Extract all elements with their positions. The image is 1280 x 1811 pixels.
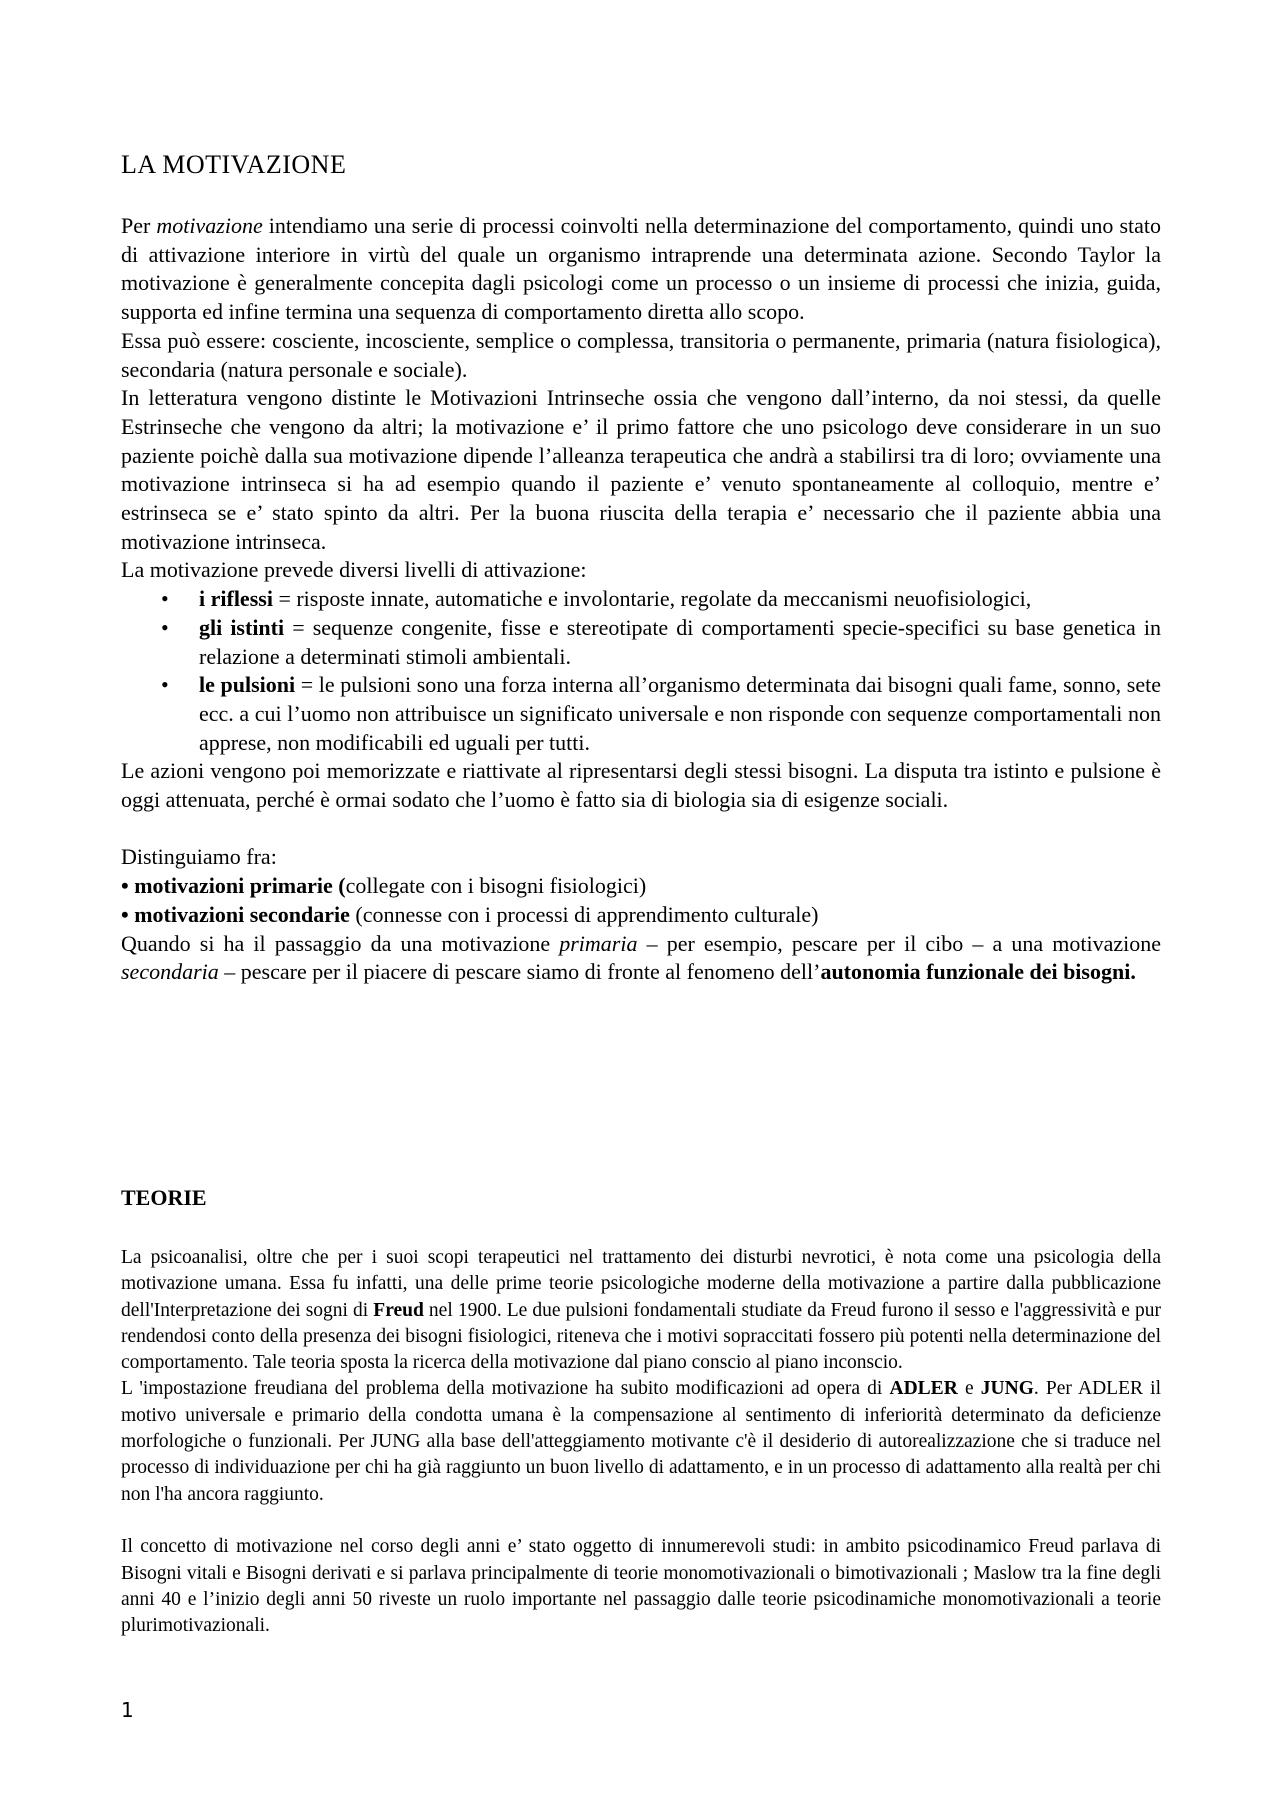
emphasis-primaria: primaria [559, 930, 638, 956]
bold-freud: Freud [373, 1299, 424, 1321]
primary-motivations [121, 872, 1161, 901]
text-run: La psicoanalisi, oltre che per i suoi scopi terapeutici nel trattamento dei disturbi nevrotici, è nota come una psicologia della motivazione umana. Essa fu infatti, una delle prime teorie psicologiche moderne della motivazione a partire dalla pubblicazione dell'Interpretazione dei sogni di [121, 1247, 1161, 1321]
emphasis-secondaria: secondaria [121, 959, 219, 985]
page-number: 1 [121, 1698, 134, 1722]
secondary-motivations [121, 901, 1161, 930]
bullet-icon: • [161, 672, 169, 698]
text-run: Quando si ha il passaggio da una motivazione [121, 930, 560, 956]
bold-jung: JUNG [980, 1378, 1034, 1400]
text-run: – pescare per il piacere di pescare siamo di fronte al fenomeno dell’ [218, 959, 821, 985]
distinguish-intro: Distinguiamo fra: [121, 844, 277, 870]
paragraph-adler-jung [121, 1376, 1161, 1507]
bullet-icon: • [161, 614, 169, 640]
secondary-term: motivazioni secondarie [134, 901, 350, 927]
text-run: . Per ADLER il motivo universale e primario della condotta umana è la compensazione al sentimento di inferiorità determinato da deficienze morfologiche o funzionali. Per JUNG alla base dell'atteggiamento motivante c'è il desiderio di autorealizzazione che si traduce nel processo di individuazione per chi ha già raggiunto un buon livello di adattamento, e in un processo di adattamento alla realtà per chi non l'ha ancora raggiunto. [121, 1378, 1162, 1505]
text-run: nel 1900. Le due pulsioni fondamentali studiate da Freud furono il sesso e l'aggressività e pur rendendosi conto della presenza dei bisogni fisiologici, riteneva che i motivi sopraccitati fossero più potenti nella determinazione del comportamento. Tale teoria sposta la ricerca della motivazione dal piano conscio al piano inconscio. [121, 1299, 1162, 1374]
text-run: e [957, 1378, 981, 1400]
list-term: i riflessi [199, 586, 273, 612]
list-text: = risposte innate, automatiche e involontarie, regolate da meccanismi neuofisiologici, [272, 586, 1032, 612]
bullet-icon: • [121, 901, 135, 927]
text-run: – per esempio, pescare per il cibo – a una motivazione [637, 930, 1161, 956]
bold-adler: ADLER [889, 1378, 958, 1400]
list-item [121, 614, 1161, 671]
list-term: le pulsioni [199, 672, 296, 698]
theories-section [121, 1245, 1161, 1639]
spacer [121, 1508, 1161, 1534]
text-run: L 'impostazione freudiana del problema della motivazione ha subito modificazioni ad opera di [121, 1378, 890, 1400]
motivation-section [121, 212, 1161, 987]
spacer [121, 815, 1161, 844]
list-text: = sequenze congenite, fisse e stereotipate di comportamenti specie-specifici su base genetica in relazione a determinati stimoli ambientali. [199, 614, 1162, 669]
text-run: intendiamo una serie di processi coinvolti nella determinazione del comportamento, quindi uno stato di attivazione interiore in virtù del quale un organismo intraprende una determinata azione. Secondo Taylor la motivazione è generalmente concepita dagli psicologi come un processo o un insieme di processi che inizia, guida, supporta ed infine termina una sequenza di comportamento diretta allo scopo. [121, 213, 1161, 325]
paragraph-functional-autonomy [121, 930, 1161, 987]
list-item [121, 585, 1161, 614]
levels-list [121, 585, 1161, 757]
paragraph-maslow: Il concetto di motivazione nel corso degli anni e’ stato oggetto di innumerevoli studi: in ambito psicodinamico Freud parlava di Bisogni vitali e Bisogni derivati e si parlava principalmente di teorie monomotivazionali o bimotivazionali ; Maslow tra la fine degli anni 40 e l’inizio degli anni 50 riveste un ruolo importante nel passaggio dalle teorie psicodinamiche monomotivazionali a teorie plurimotivazionali. [121, 1536, 1161, 1637]
page-title: LA MOTIVAZIONE [121, 150, 347, 179]
paragraph-psychoanalysis [121, 1245, 1161, 1376]
list-item [121, 671, 1161, 757]
list-text: = le pulsioni sono una forza interna all’organismo determinata dai bisogni quali fame, sonno, sete ecc. a cui l’uomo non attribuisce un significato universale e non risponde con sequenze comportamentali non apprese, non modificabili ed uguali per tutti. [199, 672, 1161, 755]
paragraph-levels-intro: La motivazione prevede diversi livelli di attivazione: [121, 557, 587, 583]
primary-text: collegate con i bisogni fisiologici) [345, 873, 647, 899]
paragraph-intrinsic-extrinsic: In letteratura vengono distinte le Motivazioni Intrinseche ossia che vengono dall’interno, da noi stessi, da quelle Estrinseche che vengono da altri; la motivazione e’ il primo fattore che uno psicologo deve considerare in un suo paziente poichè dalla sua motivazione dipende l’alleanza terapeutica che andrà a stabilirsi tra di loro; ovviamente una motivazione intrinseca si ha ad esempio quando il paziente e’ venuto spontaneamente al colloquio, mentre e’ estrinseca se e’ stato spinto da altri. Per la buona riuscita della terapia e’ necessario che il paziente abbia una motivazione intrinseca. [121, 385, 1161, 554]
paragraph-definition [121, 212, 1161, 327]
paragraph-after-list: Le azioni vengono poi memorizzate e riattivate al ripresentarsi degli stessi bisogni. La disputa tra istinto e pulsione è oggi attenuata, perché è ormai sodato che l’uomo è fatto sia di biologia sia di esigenze sociali. [121, 758, 1161, 813]
paragraph-types: Essa può essere: cosciente, incosciente, semplice o complessa, transitoria o permanente, primaria (natura fisiologica), secondaria (natura personale e sociale). [121, 327, 1161, 382]
bold-autonomia: autonomia funzionale dei bisogni. [820, 959, 1136, 985]
text-run: Per [121, 213, 157, 238]
secondary-text: (connesse con i processi di apprendimento culturale) [349, 901, 819, 927]
section-heading-teorie: TEORIE [121, 1185, 207, 1210]
bullet-icon: • [121, 873, 135, 899]
primary-term: motivazioni primarie ( [134, 873, 346, 899]
bullet-icon: • [161, 586, 169, 612]
list-term: gli istinti [199, 614, 285, 640]
emphasis-motivazione: motivazione [156, 213, 263, 238]
